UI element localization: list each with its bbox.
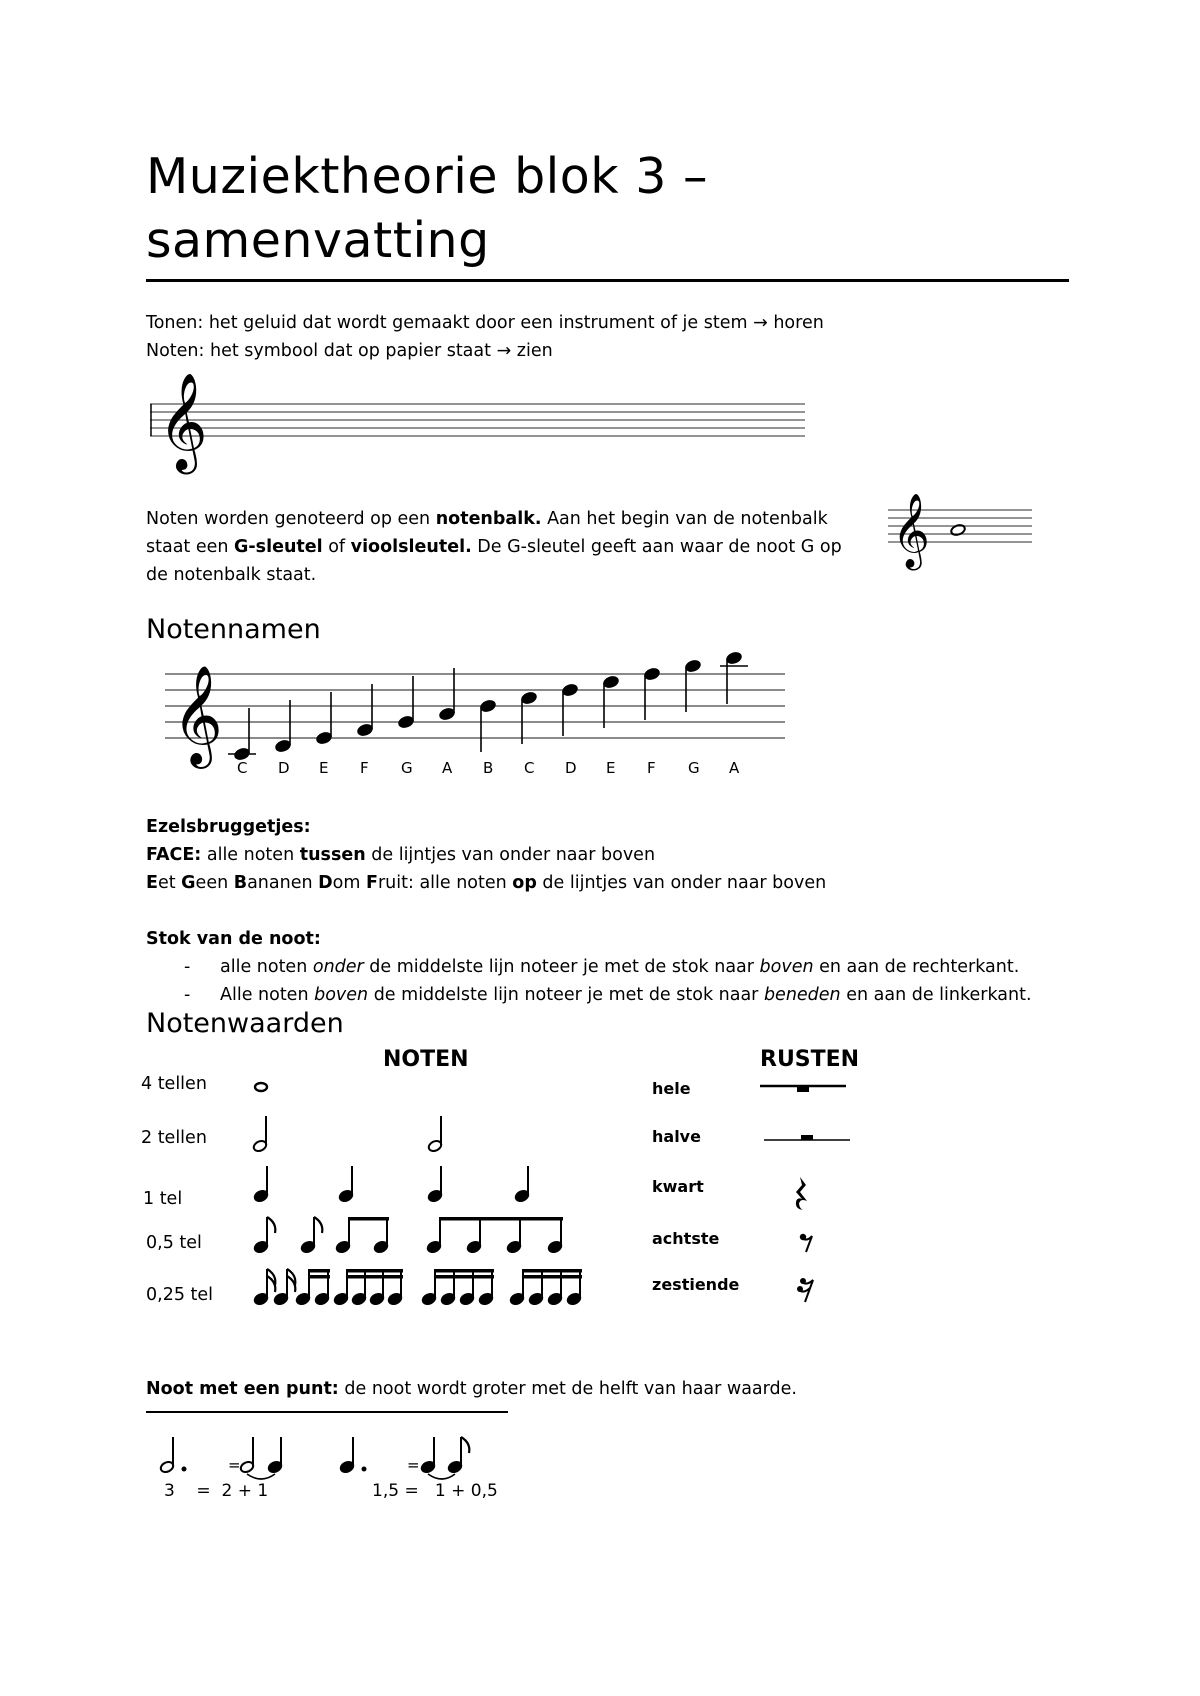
initial: E — [146, 873, 158, 893]
noten-after: zien — [511, 341, 553, 361]
text: of — [322, 537, 351, 557]
bold-g-sleutel: G-sleutel — [234, 537, 323, 557]
title-rule — [146, 279, 1069, 282]
text: et — [157, 873, 182, 893]
stok-item-2 — [184, 981, 1032, 1009]
note-f-11 — [643, 666, 662, 720]
rust-label-zestiende: zestiende — [652, 1275, 740, 1294]
tonen-label: Tonen: — [146, 313, 204, 333]
formula-right: 1,5 = 1 + 0,5 — [372, 1481, 498, 1501]
note-label: F — [647, 759, 656, 777]
equals-sign: = — [407, 1456, 420, 1474]
note-label: G — [688, 759, 700, 777]
note-c-8 — [520, 690, 539, 744]
punt-divider — [146, 1411, 508, 1413]
note-label: A — [442, 759, 453, 777]
text: Noten worden genoteerd op een — [146, 509, 436, 529]
text: en aan de rechterkant. — [813, 957, 1020, 977]
eighth-rest-icon — [800, 1234, 812, 1252]
formula-left: 3 = 2 + 1 — [164, 1481, 269, 1501]
sixteenth-rest-icon — [797, 1278, 813, 1302]
italic-onder: onder — [312, 957, 364, 977]
rust-label-kwart: kwart — [652, 1177, 704, 1196]
text: een — [195, 873, 234, 893]
noten-label: Noten: — [146, 341, 205, 361]
notenbalk-line-3 — [146, 561, 316, 589]
g-clef-icon: 𝄞 — [892, 494, 930, 568]
text: staat een — [146, 537, 235, 557]
note-c-1 — [228, 708, 256, 762]
text: de lijntjes van onder naar boven — [365, 845, 656, 865]
title-line-2: samenvatting — [146, 212, 490, 269]
note-label: B — [483, 759, 494, 777]
stok-heading — [146, 925, 321, 953]
note-label: F — [360, 759, 369, 777]
g-clef-icon: 𝄞 — [158, 372, 208, 470]
tellen-label-2: 2 tellen — [141, 1128, 207, 1148]
egbdf-line — [146, 869, 826, 897]
note-d-9 — [561, 682, 580, 736]
whole-note-icon — [950, 523, 966, 536]
italic-beneden: beneden — [763, 985, 841, 1005]
tellen-label-0-25: 0,25 tel — [146, 1285, 214, 1305]
note-a-6 — [438, 668, 457, 722]
text: ananen — [247, 873, 319, 893]
half-rest-icon — [764, 1135, 850, 1140]
notenbalk-line-1 — [146, 505, 828, 533]
bold-tussen: tussen — [299, 845, 366, 865]
bold-notenbalk: notenbalk. — [435, 509, 542, 529]
rust-label-halve: halve — [652, 1127, 701, 1146]
text: alle noten — [413, 873, 513, 893]
note-label: A — [729, 759, 740, 777]
rust-label-hele: hele — [652, 1079, 691, 1098]
empty-staff-figure — [150, 368, 810, 478]
heading-notennamen: Notennamen — [146, 614, 321, 645]
face-label: FACE: — [146, 845, 202, 865]
punt-label: Noot met een punt: — [146, 1379, 339, 1399]
note-label: C — [524, 759, 535, 777]
note-label: E — [606, 759, 616, 777]
dash-bullet: - — [184, 957, 191, 977]
page-title — [146, 145, 708, 273]
text: Aan het begin van de notenbalk — [541, 509, 828, 529]
text: de middelste lijn noteer je met de stok naar — [368, 985, 764, 1005]
arrow-right-icon: → — [753, 313, 768, 333]
ezels-heading-text: Ezelsbruggetjes: — [146, 817, 311, 837]
note-d-2 — [274, 700, 293, 754]
tellen-label-4: 4 tellen — [141, 1074, 207, 1094]
text: De G-sleutel geeft aan waar de noot G op — [471, 537, 842, 557]
stok-item-1 — [184, 953, 1019, 981]
initial: B — [233, 873, 248, 893]
text: om — [332, 873, 366, 893]
italic-boven: boven — [759, 957, 814, 977]
arrow-right-icon: → — [496, 341, 512, 361]
staff-lines — [150, 404, 805, 436]
note-e-10 — [602, 674, 621, 728]
initial: F — [366, 873, 378, 893]
tellen-label-0-5: 0,5 tel — [146, 1233, 202, 1253]
notenbalk-line-2 — [146, 533, 842, 561]
notennamen-staff-figure — [160, 652, 800, 782]
text: de noot wordt groter met de helft van haar waarde. — [338, 1379, 797, 1399]
initial: D — [318, 873, 333, 893]
punt-line — [146, 1375, 797, 1403]
ezels-heading — [146, 813, 311, 841]
note-label: E — [319, 759, 329, 777]
text: de middelste lijn noteer je met de stok naar — [363, 957, 760, 977]
whole-note-icon — [255, 1083, 267, 1091]
g-clef-icon: 𝄞 — [172, 665, 223, 765]
text: en aan de linkerkant. — [840, 985, 1032, 1005]
tonen-text: het geluid dat wordt gemaakt door een instrument of je stem — [203, 313, 754, 333]
italic-boven: boven — [314, 985, 369, 1005]
staff-lines — [165, 674, 785, 738]
note-f-4 — [356, 684, 375, 738]
note-e-3 — [315, 692, 334, 746]
note-label: D — [565, 759, 577, 777]
note-label: D — [278, 759, 290, 777]
noten-line — [146, 337, 553, 365]
heading-notenwaarden: Notenwaarden — [146, 1008, 344, 1039]
note-g-12 — [684, 658, 703, 712]
tonen-after: horen — [767, 313, 824, 333]
text: de lijntjes van onder naar boven — [536, 873, 827, 893]
note-values-figure — [0, 1060, 900, 1320]
initial: G — [181, 873, 196, 893]
g-note-staff-figure — [888, 492, 1038, 572]
bold-op: op — [512, 873, 537, 893]
text: alle noten — [201, 845, 300, 865]
bold-vioolsleutel: vioolsleutel. — [350, 537, 472, 557]
text: de notenbalk staat. — [146, 565, 317, 585]
face-line — [146, 841, 655, 869]
title-line-1: Muziektheorie blok 3 – — [146, 148, 708, 205]
text: alle noten — [220, 957, 313, 977]
note-a-13 — [720, 650, 748, 704]
tonen-line — [146, 309, 824, 337]
dash-bullet: - — [184, 985, 191, 1005]
whole-rest-icon — [760, 1086, 846, 1092]
note-label: C — [237, 759, 248, 777]
note-g-5 — [397, 676, 416, 730]
note-b-7 — [479, 698, 498, 752]
note-label: G — [401, 759, 413, 777]
quarter-rest-icon — [796, 1177, 807, 1210]
text: Alle noten — [220, 985, 315, 1005]
col-header-rusten: RUSTEN — [760, 1047, 860, 1072]
stok-heading-text: Stok van de noot: — [146, 929, 321, 949]
equals-sign: = — [228, 1456, 241, 1474]
col-header-noten: NOTEN — [383, 1047, 469, 1072]
noten-text: het symbool dat op papier staat — [204, 341, 497, 361]
rust-label-achtste: achtste — [652, 1229, 720, 1248]
text: ruit: — [377, 873, 414, 893]
tellen-label-1: 1 tel — [143, 1189, 183, 1209]
